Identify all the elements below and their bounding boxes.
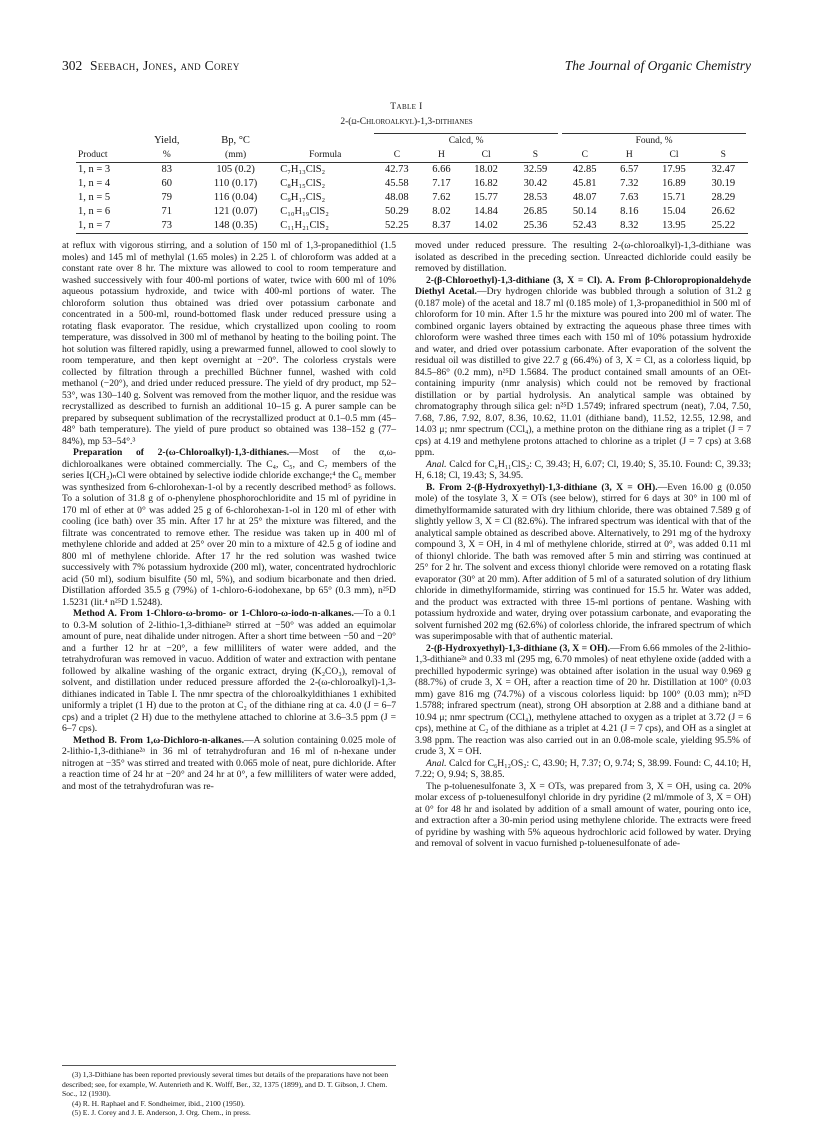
table-cell: 8.02 [432, 206, 451, 217]
table-cell: 42.73 [385, 164, 409, 175]
table-title: Table I [390, 102, 423, 112]
paragraph-text: The p-toluenesulfonate 3, X = OTs, was prepared from 3, X = OH, using ca. 20% molar excess of p-toluenesulfonyl chloride in dry pyridine (2 ml/mmole of 3, X = OH) at 0° for 48 hr and isolated by addition of a small amount of water, pouring onto ice, and extraction after a 30-min period using methylene chloride. The extracts were freed of pyridine by washing with 5% aqueous hydrochloric acid followed by water. Drying and removal of solvent in vacuo furnished p-toluenesulfonate of ade- [415, 780, 751, 849]
column-header: Cl [461, 148, 510, 163]
table-cell: 32.47 [711, 164, 736, 175]
paragraph-text: moved under reduced pressure. The resulting 2-(ω-chloroalkyl)-1,3-dithiane was isolated as described in the preceding section. Unreacted dichloride could easily be removed by distillation. [415, 240, 751, 274]
paragraph [415, 240, 751, 275]
table-cell: 60 [161, 178, 173, 189]
table-row [76, 163, 748, 178]
paragraph-text: —To a 0.1 to 0.3-M solution of 2-lithio-1,3-dithiane²ᵃ stirred at −50° was added an equimolar amount of pure, neat dihalide under nitrogen. After a short time between −50 and −20° and a further 12 hr at −20°, a few milliliters of water were added, and the tetrahydrofuran was removed in vacuo. Addition of water and extraction with pentane followed by alkaline washing of the organic extract, drying (K₂CO₃), removal of solvent, and distillation under reduced pressure afforded the 2-(ω-chloroalkyl)-1,3-dithianes indicated in Table I. The nmr spectra of the chloroalkyldithianes 1 exhibited uniformly a triplet (1 H) due to the proton at C₂ of the dithiane ring at ca. 4.0 (J = 6–7 cps) and a triplet (2 H) due to the methylene attached to chlorine at 3.6–3.5 ppm (J = 6–7 cps). [62, 608, 396, 734]
table-cell: 7.63 [620, 192, 639, 203]
table-cell: 15.77 [474, 192, 498, 203]
table-cell: 30.42 [523, 178, 548, 189]
paragraph-heading: 2-(β-Hydroxyethyl)-1,3-dithiane (3, X = OH). [426, 642, 611, 654]
paragraph [415, 275, 751, 459]
table-cell: 28.29 [711, 192, 736, 203]
table-cell: 73 [141, 219, 193, 234]
table-cell: 16.82 [474, 178, 498, 189]
table-cell: 105 (0.2) [216, 164, 255, 175]
table-body [76, 163, 748, 234]
column-header: Cl [649, 148, 698, 163]
table-subtitle: 2-(ω-Chloroalkyl)-1,3-dithianes [340, 117, 473, 127]
column-header: H [422, 148, 462, 163]
text-column-right [415, 240, 751, 850]
table-cell: 13.95 [649, 219, 698, 234]
table-cell: 8.16 [620, 206, 639, 217]
table-cell: 52.25 [372, 219, 421, 234]
table-cell: 1, n = 6 [78, 206, 111, 217]
table-cell: 1, n = 3 [78, 164, 111, 175]
table-cell: 45.81 [572, 178, 597, 189]
footnotes [62, 1065, 396, 1118]
table-cell: C₁₀H₁₉ClS₂ [280, 206, 329, 217]
table-row [76, 191, 748, 205]
paragraph-text: —From 6.66 mmoles of the 2-lithio-1,3-dithiane²ᵃ and 0.33 ml (295 mg, 6.70 mmoles) of neat ethylene oxide (added with a prechilled hypodermic syringe) was obtained after isolation in the usual way 0.969 g (88.7%) of crude 3, X = OH, after a reaction time of 20 hr. Distillation at 100° (0.03 mm) gave 816 mg (74.7%) of a viscous colorless liquid: bp 100° (0.03 mm); n²⁵D 1.5788; infrared spectrum (neat), strong OH absorption at 2.88 and a dithiane band at 10.94 μ; nmr spectrum (CCl₄), methylene attached to oxygen as a triplet at 3.72 (J = 6 cps), methine at C₂ of the dithiane as a triplet at 4.21 (J = 7 cps), and OH as a singlet at 3.98 ppm. The reaction was also carried out in an 0.08-mole scale, yielding 95.5% of crude 3, X = OH. [415, 642, 751, 757]
header-bp-top: Bp, °C [221, 134, 250, 146]
table-row [76, 219, 748, 234]
table-cell: 17.95 [662, 164, 686, 175]
header-yield-top: Yield, [154, 134, 180, 146]
footnote: (5) E. J. Corey and J. E. Anderson, J. Org. Chem., in press. [72, 1108, 251, 1117]
footnote: (3) 1,3-Dithiane has been reported previously several times but details of the preparations have not been described; see, for example, W. Autenrieth and K. Wolff, Ber., 32, 1375 (1899), and D. T. Gibson, J. Chem. Soc., 12 (1930). [62, 1070, 389, 1098]
column-header: Product [76, 148, 141, 163]
table-group-row [76, 133, 748, 148]
paragraph-text: —Dry hydrogen chloride was bubbled through a solution of 31.2 g (0.187 mole) of the acetal and 18.7 ml (0.185 mole) of 1,3-propanedithiol in 500 ml of chloroform for 10 min. After 1.5 hr the mixture was poured into 200 ml of water. The combined organic layers obtained by extracting the aqueous phase three times with chloroform were washed three times each with 150 ml of 10% potassium hydroxide and water, and dried over potassium carbonate. After evaporation of the solvent the residual oil was distilled to give 22.7 g (66.4%) of 3, X = Cl, as a colorless liquid, bp 84.5–86° (0.2 mm), n²⁵D 1.5684. The product contained small amounts of an OEt-containing impurity (nmr analysis) which could not be removed by fractional distillation or by partial hydrolysis. An analytical sample was obtained by chromatography through silica gel: n²⁵D 1.5749; infrared spectrum (neat), 7.04, 7.50, 7.68, 7.86, 7.92, 8.07, 8.36, 10.62, 11.01 (dithiane band), 11.52, 12.55, 12.98, and 14.03 μ; nmr spectrum (CCl₄), a methine proton on the dithiane ring as a triplet (J = 7 cps) at 4.19 and methylene protons attached to chlorine as a triplet (J = 7 cps) at 3.68 ppm. [415, 286, 752, 458]
table-cell: 50.29 [385, 206, 409, 217]
table-cell: 121 (0.07) [213, 206, 258, 217]
table-cell: 6.66 [432, 164, 451, 175]
data-table [76, 133, 748, 234]
paragraph-heading: B. From 2-(β-Hydroxyethyl)-1,3-dithiane (3, X = OH). [426, 481, 658, 493]
table-cell: 50.14 [572, 206, 597, 217]
table-cell: 116 (0.04) [213, 192, 258, 203]
table-cell: 26.62 [711, 206, 736, 217]
table-cell: 1, n = 7 [76, 219, 141, 234]
table-cell: 28.53 [523, 192, 548, 203]
running-header [62, 58, 751, 78]
table-cell: C₁₁H₂₁ClS₂ [278, 219, 372, 234]
table-cell: 48.08 [385, 192, 409, 203]
paragraph [62, 447, 396, 608]
table-cell: 42.85 [572, 164, 597, 175]
column-header: C [372, 148, 421, 163]
running-authors: Seebach, Jones, and Corey [90, 58, 240, 73]
table-row [76, 177, 748, 191]
table-cell: 148 (0.35) [193, 219, 278, 234]
table-cell: 14.84 [474, 206, 498, 217]
table-cell: 48.07 [572, 192, 597, 203]
table-cell: 15.04 [662, 206, 686, 217]
table-cell: 79 [161, 192, 173, 203]
paragraph-heading: Method A. From 1-Chloro-ω-bromo- or 1-Chloro-ω-iodo-n-alkanes. [73, 608, 354, 619]
table-cell: 8.32 [609, 219, 649, 234]
table-cell: 25.22 [699, 219, 748, 234]
paragraph-lead: Anal. [426, 458, 447, 470]
paragraph [62, 608, 396, 735]
paragraph [415, 758, 751, 781]
column-header: % [141, 148, 193, 163]
column-header: (mm) [193, 148, 278, 163]
paragraph [62, 735, 396, 793]
table-cell: 7.17 [432, 178, 451, 189]
paragraph-heading: 2-(β-Chloroethyl)-1,3-dithiane (3, X = Cl). A. From β-Chloropropionaldehyde Diethyl Acetal. [415, 274, 751, 297]
table-cell: 32.59 [523, 164, 548, 175]
table-cell: 18.02 [474, 164, 498, 175]
group-found-label: Found, % [562, 133, 746, 148]
table-cell: C₈H₁₅ClS₂ [280, 178, 326, 189]
footnote: (4) R. H. Raphael and F. Sondheimer, ibid., 2100 (1950). [72, 1098, 245, 1108]
paragraph-heading: Preparation of 2-(ω-Chloroalkyl)-1,3-dithianes. [73, 447, 290, 458]
paragraph [415, 781, 751, 850]
table-cell: 45.58 [385, 178, 409, 189]
table-cell: 25.36 [511, 219, 560, 234]
table-cell: 8.37 [422, 219, 462, 234]
paragraph [62, 240, 396, 447]
column-header: S [699, 148, 748, 163]
page-number: 302 [62, 58, 83, 73]
paragraph-text: at reflux with vigorous stirring, and a solution of 150 ml of 1,3-propanedithiol (1.5 moles) and 145 ml of methylal (1.65 moles) in 2.25 l. of chloroform was added at a constant rate over 8 hr. The mixture was allowed to cool to room temperature and washed successively with four 400-ml portions of water, twice with 600 ml of 10% aqueous potassium hydroxide, and twice with 400-ml portions of water. The chloroform solution thus obtained was dried over potassium carbonate and concentrated in a 500-ml, round-bottomed flask under reduced pressure using a rotating flask evaporator. The residue, which crystallized upon cooling to room temperature, was dissolved in 300 ml of methanol by heating to the boiling point. The hot solution was filtered rapidly, using a prewarmed funnel, allowed to cool slowly to room temperature, and then kept overnight at −20°. The colorless crystals were collected by filtration through a prechilled Büchner funnel, washed with cold methanol (−20°), and dried under reduced pressure. The yield of dry product, mp 52–53°, was 130–140 g. Solvent was removed from the mother liquor, and the residue was recrystallized as described to furnish an additional 10–15 g. A purer sample can be prepared by subsequent sublimation of the recrystallized product at 0.1–0.5 mm (45–48° bath temperature). The yield of pure product so obtained was 138–152 g (77–84%), mp 53–54°.³ [62, 240, 396, 447]
table-cell: 83 [161, 164, 173, 175]
column-header: Formula [278, 148, 372, 163]
column-header: H [609, 148, 649, 163]
group-calcd-label: Calcd, % [374, 133, 558, 148]
table-cell: 7.62 [432, 192, 451, 203]
paragraph-text: Calcd for C₆H₁₁ClS₂: C, 39.43; H, 6.07; Cl, 19.40; S, 35.10. Found: C, 39.33; H, 6.18; Cl, 19.43; S, 34.95. [415, 458, 751, 481]
journal-title: The Journal of Organic Chemistry [564, 58, 751, 73]
column-header: C [560, 148, 609, 163]
paragraph-text: —Most of the α,ω-dichloroalkanes were obtained commercially. The C₄, C₅, and C₇ members of the series I(CH₂)ₙCl were obtained by selective iodide chloride exchange;⁴ the C₆ member was synthesized from 6-chlorohexan-1-ol by a recently described method⁵ as follows. To a solution of 31.8 g of o-phenylene phosphorochloridite and 15 ml of pyridine in 170 ml of ether at 0° was added 25 g of 6-chlorohexan-1-ol in 120 ml of ether with cooling (ice bath) over 35 min. After 17 hr at 25° the mixture was filtered, and the filtrate was concentrated to remove ether. The residue was taken up in 400 ml of methylene chloride and added at 25° over 20 min to a mixture of 42.5 g of iodine and 800 ml of methylene chloride. After 17 hr the red solution was washed twice successively with 7% potassium hydroxide (200 ml), water, concentrated hydrochloric acid (50 ml), sodium bisulfite (50 ml, 5%), and sodium bicarbonate and then dried. Distillation afforded 35.5 g (79%) of 1-chloro-6-iodohexane, bp 65° (0.3 mm), n²⁵D 1.5231 (lit.⁴ n²⁵D 1.5248). [62, 447, 396, 608]
table-cell: C₉H₁₇ClS₂ [280, 192, 326, 203]
table-cell: 1, n = 4 [78, 178, 111, 189]
paragraph-text: Calcd for C₆H₁₂OS₂: C, 43.90; H, 7.37; O, 9.74; S, 38.99. Found: C, 44.10; H, 7.22; O, 9.94; S, 38.85. [415, 757, 751, 780]
group-found [560, 133, 748, 148]
paragraph [415, 643, 751, 758]
table-cell: 14.02 [461, 219, 510, 234]
text-column-left [62, 240, 396, 792]
table-cell: C₇H₁₃ClS₂ [280, 164, 326, 175]
table-cell: 30.19 [711, 178, 736, 189]
column-header: S [511, 148, 560, 163]
paragraph-lead: Anal. [426, 757, 447, 769]
table-cell: 7.32 [620, 178, 639, 189]
paragraph-heading: Method B. From 1,ω-Dichloro-n-alkanes. [73, 734, 244, 746]
paragraph-text: —Even 16.00 g (0.050 mole) of the tosylate 3, X = OTs (see below), stirred for 6 days at 30° in 100 ml of dimethylformamide saturated with dry lithium chloride, there was obtained 7.589 g of slightly yellow 3, X = Cl (82.6%). The infrared spectrum was identical with that of the analytical sample obtained as described above. Alternatively, to 291 mg of the hydroxy compound 3, X = OH, in 4 ml of methylene chloride, stirred at 0°, was added 0.11 ml of thionyl chloride. The bath was removed after 5 min and stirring was continued at 25° for 2 hr. The solvent and excess thionyl chloride were removed on a rotating flask evaporator (30° at 20 mm). After addition of 5 ml of a saturated solution of dry lithium chloride in dimethylformamide, stirring was continued for 15.5 hr. Water was added, and the product was extracted with three 15-ml portions of pentane. Washing with potassium hydroxide and water, drying over potassium carbonate, and evaporating the solvent furnished 202 mg (62.6%) of colorless chloride, the infrared spectrum of which was superimposable with that of authentic material. [415, 481, 751, 642]
group-calcd [372, 133, 560, 148]
table-cell: 71 [161, 206, 173, 217]
paragraph-text: —A solution containing 0.025 mole of 2-lithio-1,3-dithiane²ᵃ in 36 ml of tetrahydrofuran and 16 ml of n-hexane under nitrogen at −35° was stirred and treated with 0.065 mole of neat, pure dichloride. After a reaction time of 24 hr at −20° and 24 hr at 0°, a few milliliters of water were added, and most of the tetrahydrofuran was re- [62, 734, 396, 792]
table-row [76, 205, 748, 219]
table-cell: 15.71 [662, 192, 686, 203]
table-header-row [76, 148, 748, 163]
table-cell: 110 (0.17) [213, 178, 258, 189]
paragraph [415, 482, 751, 643]
table-cell: 6.57 [620, 164, 639, 175]
table-cell: 52.43 [560, 219, 609, 234]
table-cell: 1, n = 5 [78, 192, 111, 203]
paragraph [415, 459, 751, 482]
table-cell: 16.89 [662, 178, 686, 189]
table-cell: 26.85 [523, 206, 548, 217]
